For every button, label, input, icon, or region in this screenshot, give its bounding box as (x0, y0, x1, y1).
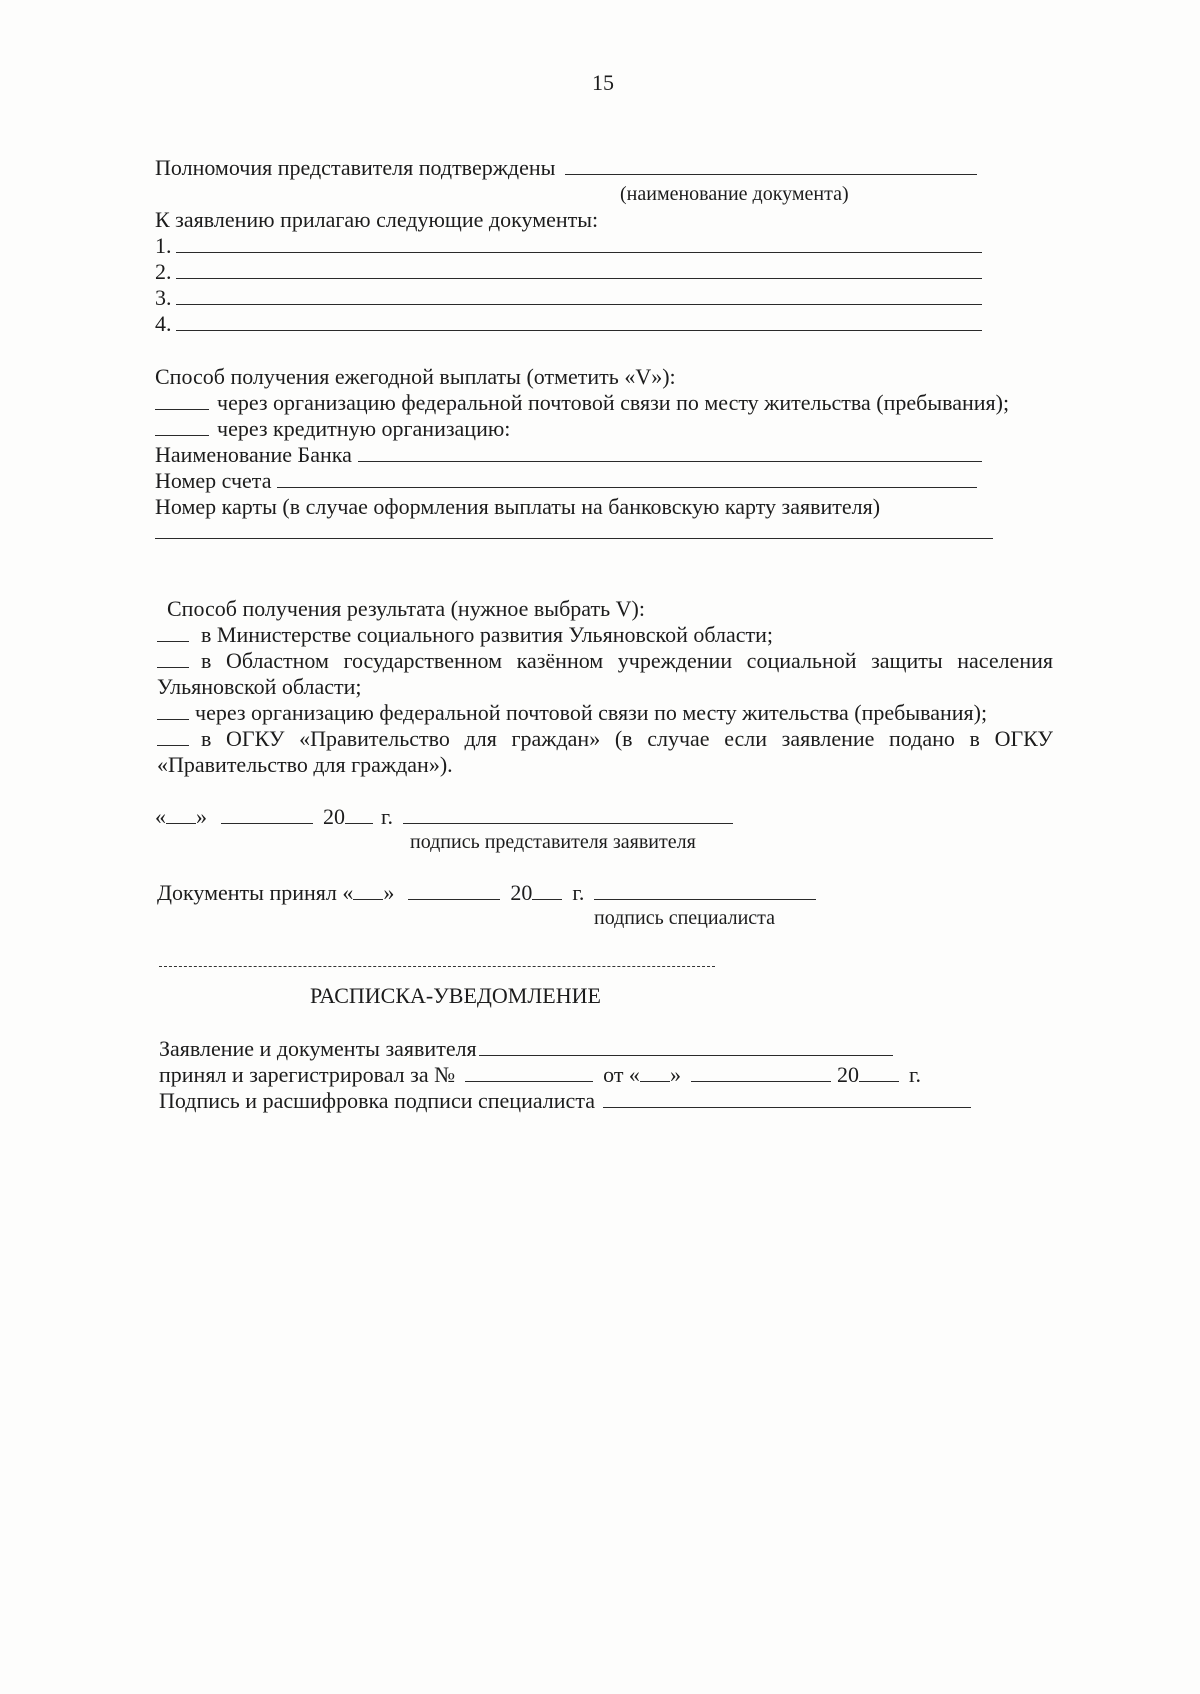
result-option-ministry-label: в Министерстве социального развития Ульяновской области; (201, 622, 773, 647)
receipt-title: РАСПИСКА-УВЕДОМЛЕНИЕ (310, 983, 601, 1008)
authority-caption: (наименование документа) (620, 183, 849, 205)
close-quote: » (196, 804, 207, 829)
bank-name-line (155, 442, 982, 468)
result-option-gov (157, 726, 1053, 752)
close-quote: » (669, 1062, 681, 1087)
attachment-number: 3. (155, 285, 172, 310)
result-ogku-checkbox[interactable] (157, 649, 189, 668)
attachment-number: 2. (155, 259, 172, 284)
receipt-specialist-signature-field[interactable] (603, 1089, 971, 1108)
attachment-number: 1. (155, 233, 172, 258)
page-number: 15 (592, 70, 614, 95)
result-method-heading: Способ получения результата (нужное выбрать V): (167, 596, 645, 621)
receipt-applicant-field[interactable] (479, 1037, 893, 1056)
year-prefix: 20 (323, 804, 345, 829)
attachment-field-2[interactable] (176, 260, 982, 279)
result-option-gov-label: в ОГКУ «Правительство для граждан» (в случае если заявление подано в ОГКУ (201, 726, 1053, 751)
receipt-line-1 (159, 1036, 893, 1062)
specialist-signature-field[interactable] (594, 881, 816, 900)
year-suffix: г. (908, 1062, 921, 1087)
received-month-field[interactable] (408, 881, 500, 900)
result-ministry-checkbox[interactable] (157, 623, 189, 642)
account-label: Номер счета (155, 468, 272, 493)
receipt-from-label: от « (603, 1062, 640, 1087)
bank-name-label: Наименование Банка (155, 442, 352, 467)
payment-option-credit-label: через кредитную организацию: (217, 416, 511, 441)
result-option-ogku-label: в Областном государственном казённом учреждении социальной защиты населения (201, 648, 1053, 673)
account-field[interactable] (277, 469, 977, 488)
applicant-signature-field[interactable] (403, 805, 733, 824)
documents-received-line (157, 880, 816, 906)
applicant-day-field[interactable] (166, 805, 196, 824)
bank-name-field[interactable] (358, 443, 982, 462)
cut-line-divider (159, 966, 715, 967)
receipt-registered-label: принял и зарегистрировал за № (159, 1062, 456, 1087)
attachment-field-1[interactable] (176, 234, 982, 253)
received-year-field[interactable] (532, 881, 562, 900)
attachment-item-2 (155, 259, 982, 285)
attachment-item-3 (155, 285, 982, 311)
documents-received-label: Документы принял « (157, 880, 354, 905)
payment-option-post-label: через организацию федеральной почтовой связи по месту жительства (пребывания); (217, 390, 1010, 415)
year-suffix: г. (381, 804, 394, 829)
authority-line (155, 155, 977, 181)
payment-option-credit (155, 416, 510, 442)
card-number-field[interactable] (155, 520, 993, 539)
receipt-year-field[interactable] (859, 1063, 899, 1082)
authority-document-field[interactable] (565, 156, 977, 175)
attachment-number: 4. (155, 311, 172, 336)
result-option-gov-label-cont: «Правительство для граждан»). (157, 752, 453, 777)
year-suffix: г. (572, 880, 585, 905)
result-gov-checkbox[interactable] (157, 727, 189, 746)
receipt-applicant-label: Заявление и документы заявителя (159, 1036, 477, 1061)
result-option-post-label: через организацию федеральной почтовой связи по месту жительства (пребывания); (195, 700, 988, 725)
attachment-item-4 (155, 311, 982, 337)
attachment-item-1 (155, 233, 982, 259)
payment-credit-checkbox[interactable] (155, 417, 209, 436)
result-post-checkbox[interactable] (157, 701, 189, 720)
authority-label: Полномочия представителя подтверждены (155, 155, 556, 180)
card-label: Номер карты (в случае оформления выплаты на банковскую карту заявителя) (155, 494, 881, 519)
card-line (155, 520, 993, 539)
result-option-post (157, 700, 987, 726)
applicant-year-field[interactable] (345, 805, 373, 824)
receipt-number-field[interactable] (465, 1063, 593, 1082)
year-prefix: 20 (836, 1062, 859, 1087)
result-option-ogku (157, 648, 1053, 674)
receipt-line-3 (159, 1088, 971, 1114)
attachments-heading: К заявлению прилагаю следующие документы: (155, 207, 599, 232)
attachment-field-3[interactable] (176, 286, 982, 305)
receipt-specialist-label: Подпись и расшифровка подписи специалиста (159, 1088, 595, 1113)
receipt-line-2 (159, 1062, 921, 1088)
specialist-signature-caption: подпись специалиста (594, 907, 776, 929)
result-option-ogku-label-cont: Ульяновской области; (157, 674, 362, 699)
account-line (155, 468, 977, 494)
payment-option-post (155, 390, 1009, 416)
result-option-ministry (157, 622, 773, 648)
received-day-field[interactable] (353, 881, 383, 900)
attachment-field-4[interactable] (176, 312, 982, 331)
receipt-month-field[interactable] (691, 1063, 831, 1082)
applicant-signature-caption: подпись представителя заявителя (410, 831, 696, 853)
applicant-month-field[interactable] (221, 805, 313, 824)
applicant-date-line (155, 804, 733, 830)
payment-post-checkbox[interactable] (155, 391, 209, 410)
open-quote: « (155, 804, 166, 829)
close-quote: » (383, 880, 395, 905)
receipt-day-field[interactable] (640, 1063, 670, 1082)
year-prefix: 20 (510, 880, 533, 905)
payment-method-heading: Способ получения ежегодной выплаты (отметить «V»): (155, 364, 676, 389)
